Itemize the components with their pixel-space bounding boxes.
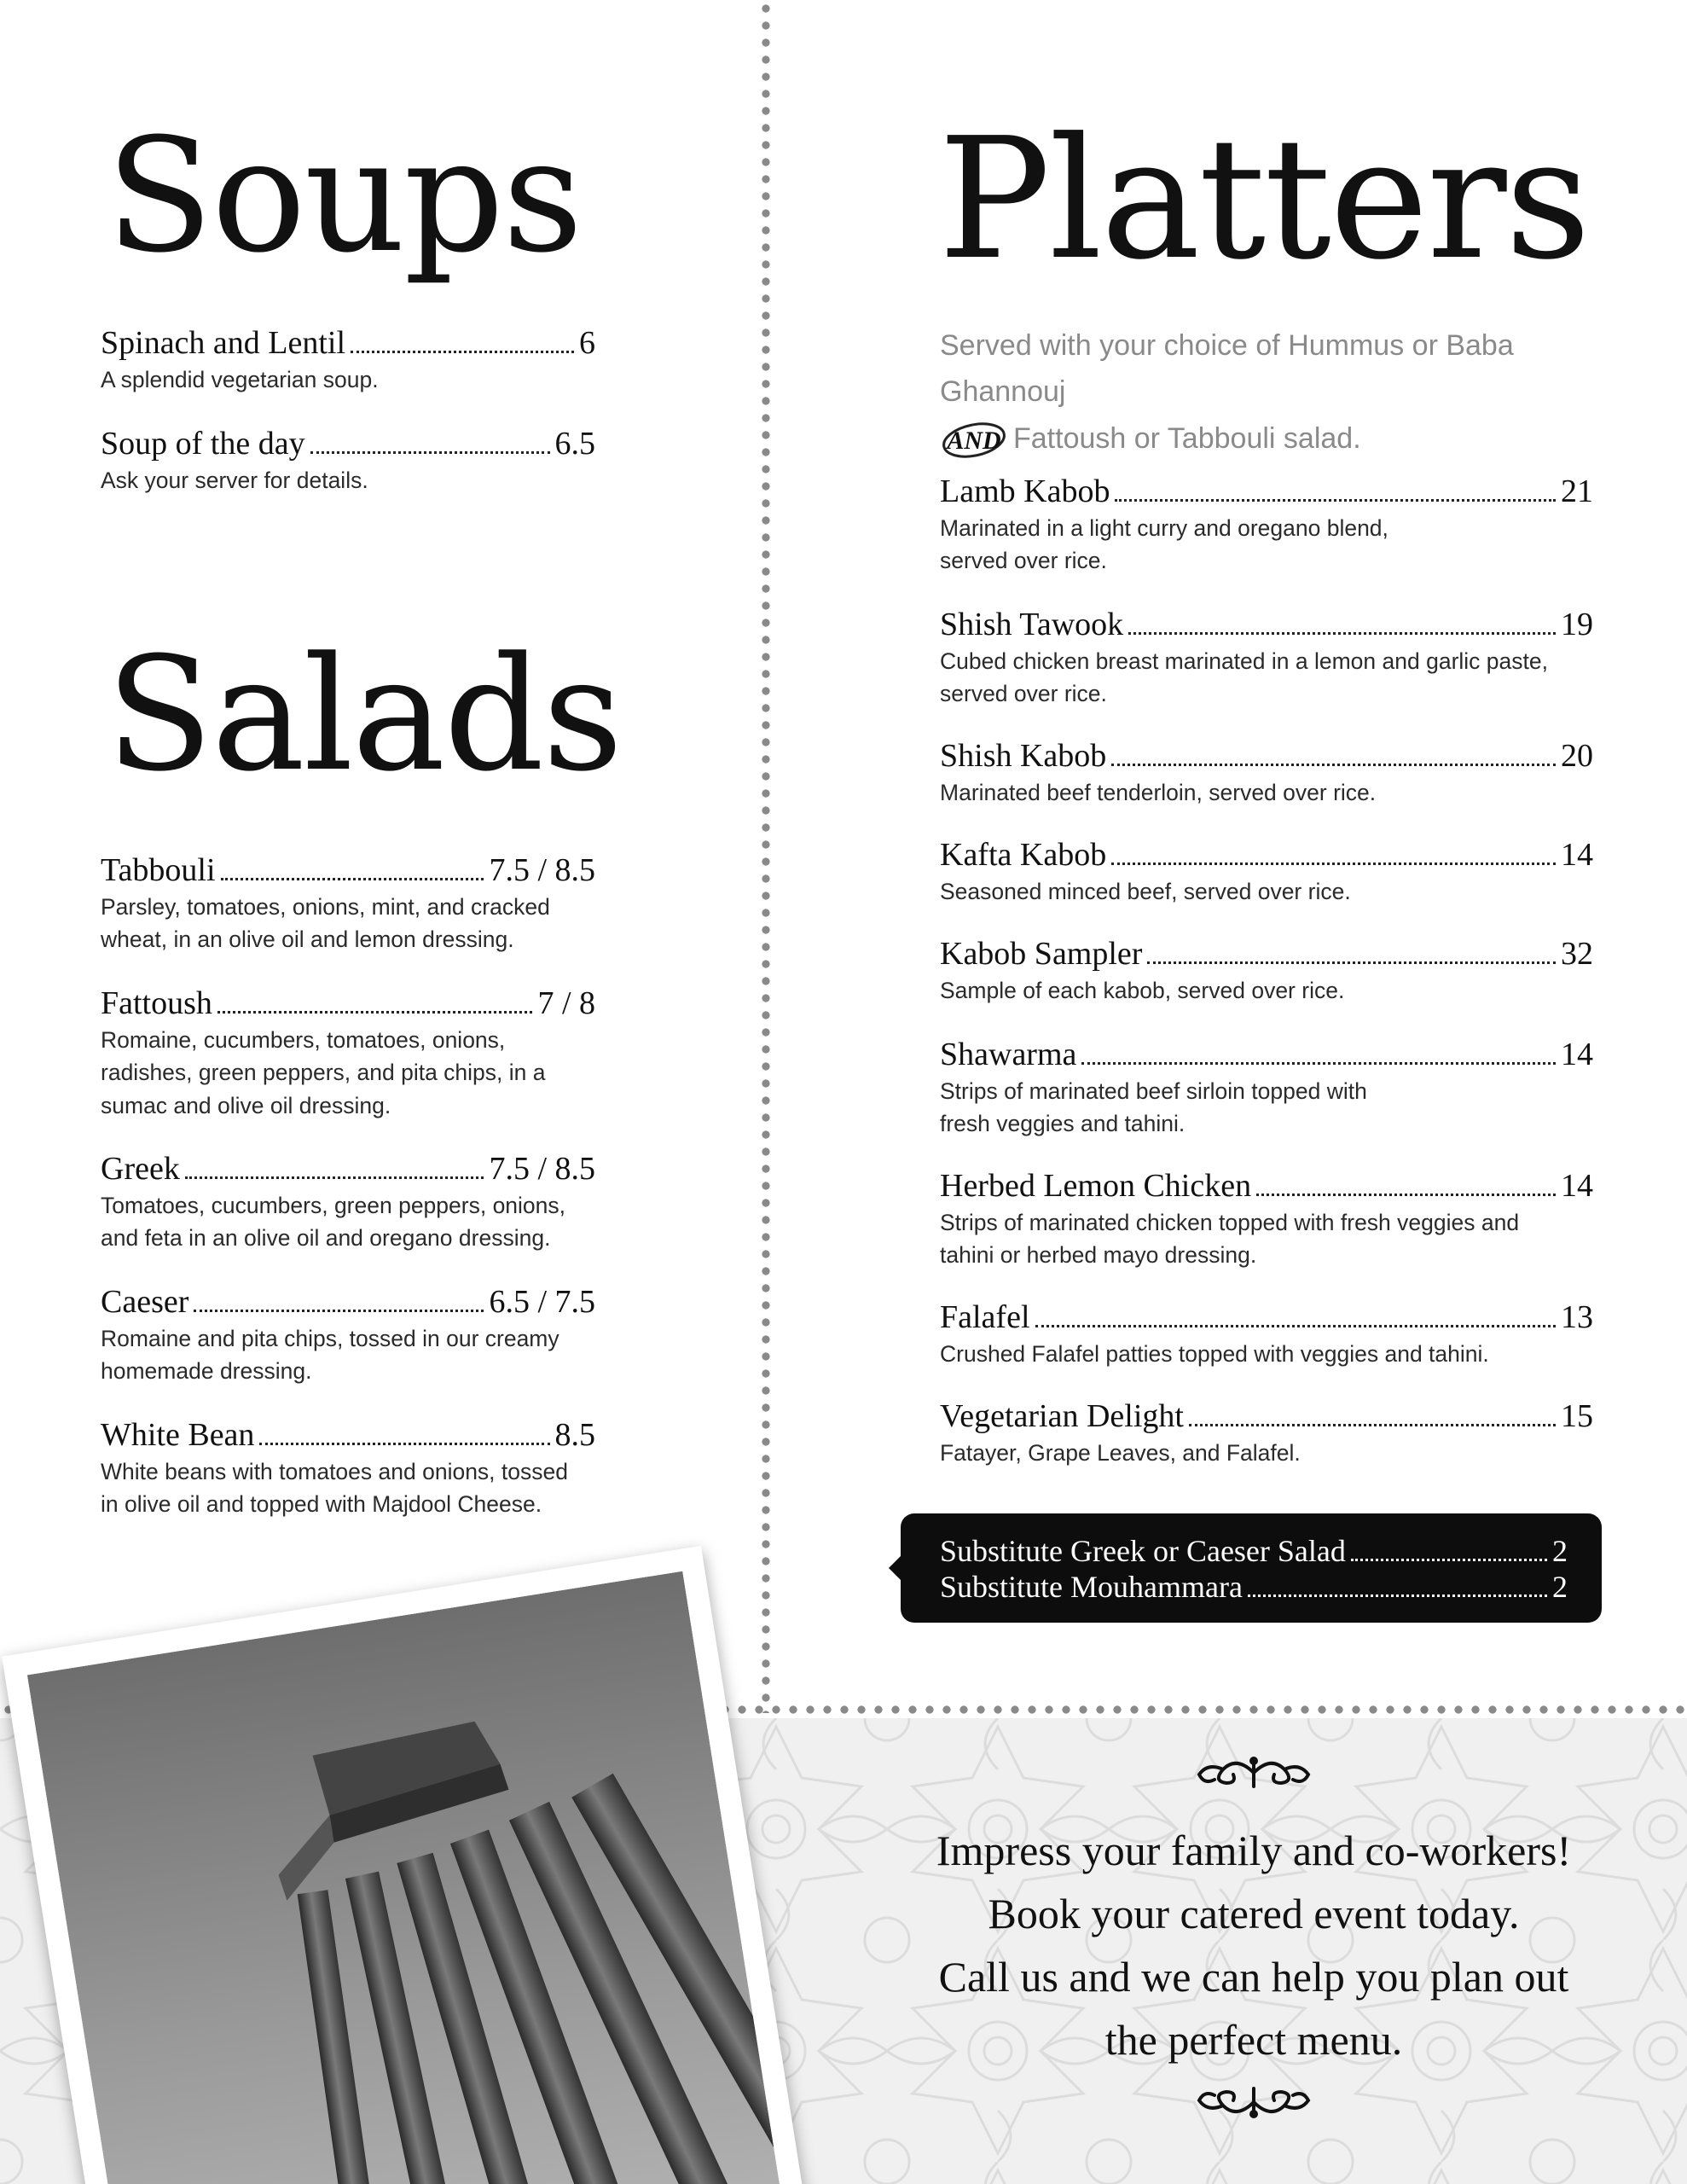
- menu-item-vegetarian-delight: [940, 1399, 1593, 1469]
- promo-line: Call us and we can help you plan out: [938, 1953, 1569, 2001]
- item-name: Shish Tawook: [940, 607, 1124, 642]
- columns-image: [27, 1571, 784, 2184]
- item-description: Strips of marinated beef sirloin topped with fresh veggies and tahini.: [940, 1077, 1367, 1137]
- menu-item-lamb-kabob: [940, 474, 1593, 578]
- item-name: Spinach and Lentil: [101, 325, 346, 361]
- item-price: 6: [579, 325, 595, 361]
- sub-name: Substitute Mouhammara: [940, 1570, 1243, 1604]
- soups-heading: Soups: [106, 105, 582, 288]
- dot-leader: [185, 1176, 484, 1179]
- dot-leader: [1248, 1594, 1547, 1597]
- item-description: Crushed Falafel patties topped with veggies and tahini.: [940, 1340, 1489, 1367]
- svg-text:AND: AND: [947, 426, 1001, 455]
- menu-item-shish-kabob: [940, 739, 1593, 809]
- dot-leader: [351, 351, 574, 353]
- vertical-dotted-divider: [762, 0, 770, 1713]
- item-name: Vegetarian Delight: [940, 1398, 1184, 1434]
- menu-item-shawarma: [940, 1037, 1593, 1141]
- dot-leader: [1128, 632, 1556, 635]
- menu-item-soup-of-day: [101, 427, 595, 497]
- item-price: 14: [1561, 1168, 1593, 1204]
- menu-item-tabbouli: [101, 853, 595, 956]
- item-name: Falafel: [940, 1299, 1030, 1335]
- item-price: 8.5: [554, 1417, 595, 1453]
- dot-leader: [1035, 1325, 1556, 1327]
- note-line-2: Fattoush or Tabbouli salad.: [1013, 421, 1361, 455]
- item-price: 14: [1561, 1037, 1593, 1072]
- menu-item-kabob-sampler: [940, 937, 1593, 1007]
- substitutions-box: [901, 1513, 1602, 1623]
- item-price: 20: [1561, 738, 1593, 774]
- item-description: Fatayer, Grape Leaves, and Falafel.: [940, 1439, 1301, 1466]
- item-price: 19: [1561, 607, 1593, 642]
- menu-item-falafel: [940, 1300, 1593, 1370]
- ornament-flourish-icon: [1194, 2082, 1313, 2121]
- item-description: Romaine, cucumbers, tomatoes, onions, radishes, green peppers, and pita chips, in a sumac and olive oil dressing.: [101, 1026, 546, 1118]
- item-price: 7.5 / 8.5: [489, 852, 595, 888]
- menu-item-white-bean: [101, 1418, 595, 1521]
- dot-leader: [194, 1310, 484, 1312]
- dot-leader: [1111, 764, 1556, 766]
- sub-price: 2: [1552, 1570, 1568, 1604]
- item-description: Marinated in a light curry and oregano blend, served over rice.: [940, 514, 1388, 574]
- dot-leader: [1256, 1194, 1556, 1196]
- promo-line: the perfect menu.: [1104, 2016, 1403, 2064]
- item-name: Greek: [101, 1151, 180, 1187]
- item-name: Lamb Kabob: [940, 473, 1110, 509]
- item-name: Fattoush: [101, 985, 212, 1021]
- item-description: Tomatoes, cucumbers, green peppers, onions, and feta in an olive oil and oregano dressing.: [101, 1192, 566, 1252]
- platters-heading: Platters: [938, 102, 1590, 297]
- dot-leader: [259, 1443, 549, 1445]
- item-price: 13: [1561, 1299, 1593, 1335]
- menu-item-shish-tawook: [940, 607, 1593, 711]
- item-description: Ask your server for details.: [101, 467, 368, 493]
- menu-item-spinach-lentil: [101, 326, 595, 396]
- menu-item-greek: [101, 1152, 595, 1255]
- item-description: White beans with tomatoes and onions, tossed in olive oil and topped with Majdool Cheese.: [101, 1458, 568, 1518]
- ornament-flourish-icon: [1194, 1754, 1313, 1793]
- item-description: Sample of each kabob, served over rice.: [940, 977, 1345, 1003]
- item-description: Seasoned minced beef, served over rice.: [940, 878, 1351, 904]
- item-price: 6.5 / 7.5: [489, 1284, 595, 1320]
- item-price: 7.5 / 8.5: [489, 1151, 595, 1187]
- menu-item-fattoush: [101, 986, 595, 1122]
- salads-heading: Salads: [106, 624, 622, 806]
- dot-leader: [310, 451, 550, 454]
- item-price: 14: [1561, 837, 1593, 873]
- sub-name: Substitute Greek or Caeser Salad: [940, 1534, 1346, 1568]
- and-ligature-icon: [940, 418, 1008, 462]
- item-name: Kabob Sampler: [940, 936, 1143, 972]
- dot-leader: [1147, 961, 1556, 964]
- item-name: Caeser: [101, 1284, 189, 1320]
- promo-line: Book your catered event today.: [988, 1890, 1520, 1937]
- dot-leader: [1081, 1062, 1556, 1065]
- note-line-2-wrap: [940, 415, 1639, 462]
- item-name: Kafta Kabob: [940, 837, 1107, 873]
- item-name: Herbed Lemon Chicken: [940, 1168, 1252, 1204]
- platters-note: [940, 322, 1639, 462]
- dot-leader: [1189, 1424, 1556, 1426]
- substitution-row: [940, 1536, 1568, 1566]
- dot-leader: [1111, 863, 1556, 865]
- item-description: Romaine and pita chips, tossed in our creamy homemade dressing.: [101, 1325, 559, 1385]
- item-name: Tabbouli: [101, 852, 216, 888]
- dot-leader: [221, 878, 484, 880]
- item-price: 15: [1561, 1398, 1593, 1434]
- menu-item-herbed-lemon-chicken: [940, 1169, 1593, 1272]
- item-description: A splendid vegetarian soup.: [101, 366, 379, 392]
- dot-leader: [1115, 499, 1556, 502]
- item-price: 6.5: [554, 426, 595, 462]
- note-line-1: Served with your choice of Hummus or Baba Ghannouj: [940, 329, 1514, 409]
- item-name: Shawarma: [940, 1037, 1077, 1072]
- menu-item-kafta-kabob: [940, 838, 1593, 908]
- item-price: 32: [1561, 936, 1593, 972]
- dot-leader: [217, 1011, 533, 1014]
- menu-item-caeser: [101, 1285, 595, 1388]
- item-description: Cubed chicken breast marinated in a lemon and garlic paste, served over rice.: [940, 648, 1548, 707]
- item-name: Shish Kabob: [940, 738, 1107, 774]
- substitution-row: [940, 1571, 1568, 1602]
- item-name: White Bean: [101, 1417, 255, 1453]
- item-description: Parsley, tomatoes, onions, mint, and cracked wheat, in an olive oil and lemon dressing.: [101, 893, 550, 953]
- dot-leader: [1351, 1559, 1547, 1561]
- item-description: Strips of marinated chicken topped with fresh veggies and tahini or herbed mayo dressing.: [940, 1209, 1520, 1269]
- item-name: Soup of the day: [101, 426, 305, 462]
- catering-promo: [904, 1819, 1603, 2071]
- promo-line: Impress your family and co-workers!: [936, 1827, 1572, 1874]
- item-price: 21: [1561, 473, 1593, 509]
- ruins-photo: [2, 1546, 805, 2184]
- item-price: 7 / 8: [537, 985, 595, 1021]
- item-description: Marinated beef tenderloin, served over rice.: [940, 779, 1377, 805]
- sub-price: 2: [1552, 1534, 1568, 1568]
